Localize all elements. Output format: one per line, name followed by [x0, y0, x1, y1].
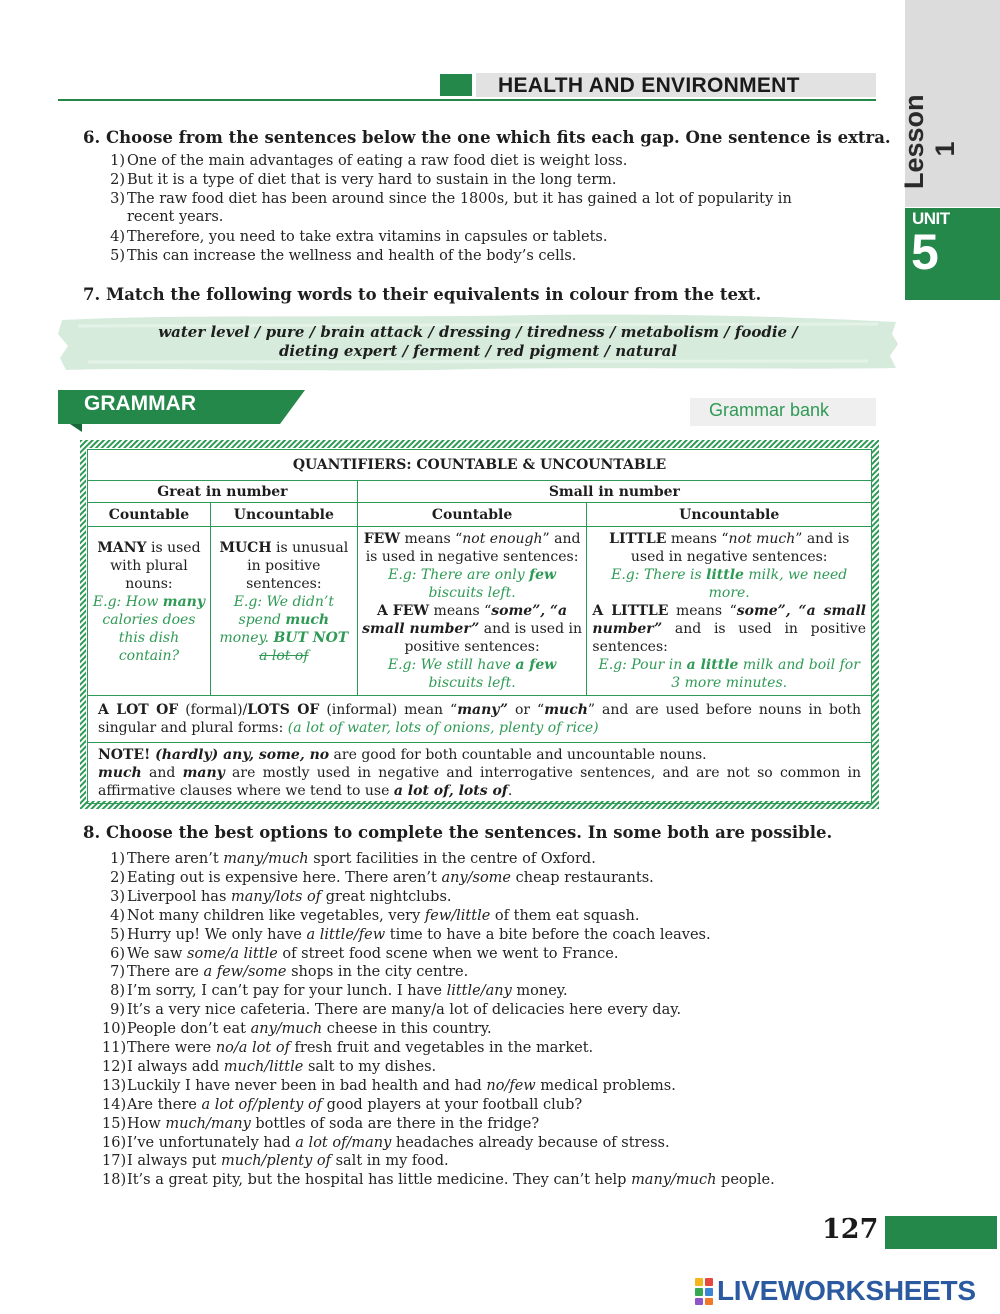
cell-note: NOTE! (hardly) any, some, no are good for both countable and uncountable nouns. much and many are mostly used in negative and interrogative sentences, and are not so common in affirmative clauses where we tend to use a lot of, lots of. — [88, 743, 872, 804]
ex6-title: 6. Choose from the sentences below the one which fits each gap. One sentence is extra. — [83, 128, 891, 147]
header-accent-block — [440, 74, 472, 96]
ex8-option[interactable]: a few/some — [203, 964, 287, 981]
header-uncountable: Uncountable — [210, 503, 357, 527]
liveworksheets-brand[interactable]: LIVEWORKSHEETS — [717, 1275, 976, 1306]
grammar-bank-link[interactable]: Grammar bank — [690, 398, 876, 426]
ex8-option[interactable]: much/many — [165, 1115, 251, 1132]
header-countable: Countable — [88, 503, 211, 527]
ex8-item: 6) We saw some/a little of street food scene when we went to France. — [110, 945, 619, 962]
ex6-item: 4) Therefore, you need to take extra vitamins in capsules or tablets. — [110, 229, 608, 245]
ex8-item: 8) I’m sorry, I can’t pay for your lunch. I have little/any money. — [110, 983, 568, 1000]
ex8-item: 4) Not many children like vegetables, very few/little of them eat squash. — [110, 907, 640, 924]
ex6-item: 2) But it is a type of diet that is very hard to sustain in the long term. — [110, 172, 617, 188]
ex6-item: 5) This can increase the wellness and health of the body’s cells. — [110, 248, 577, 264]
ex8-option[interactable]: some/a little — [187, 945, 278, 962]
quantifiers-table — [87, 449, 872, 804]
ex8-item: 11)There were no/a lot of fresh fruit and vegetables in the market. — [102, 1040, 594, 1056]
ex8-item: 14)Are there a lot of/plenty of good players at your football club? — [102, 1096, 583, 1113]
ex8-option[interactable]: a lot of/many — [295, 1134, 392, 1151]
ex8-option[interactable]: any/some — [441, 869, 512, 886]
ex8-item: 1) There aren’t many/much sport facilities in the centre of Oxford. — [110, 851, 596, 867]
cell-little: LITTLE means “not much” and is used in negative sentences: E.g: There is little milk, we need more. A LITTLE means “some”, “a small number” and is used in positive sentences: E.g: Pour in a little milk and boil for 3 more minutes. — [587, 527, 872, 696]
ex6-item-continuation: recent years. — [127, 209, 224, 225]
ex8-item: 10)People don’t eat any/much cheese in this country. — [102, 1021, 492, 1038]
table-title: QUANTIFIERS: COUNTABLE & UNCOUNTABLE — [88, 450, 872, 481]
ex8-option[interactable]: many/much — [631, 1172, 717, 1189]
ex8-option[interactable]: no/a lot of — [215, 1040, 290, 1056]
ex8-option[interactable]: many/much — [223, 851, 309, 867]
word-bank-line-2: dieting expert / ferment / red pigment / natural — [278, 342, 678, 360]
cell-much: MUCH is unusual in positive sentences: E.g: We didn’t spend much money. BUT NOT a lot of — [210, 527, 357, 696]
cell-a-lot-of: A LOT OF (formal)/LOTS OF (informal) mean “many” or “much” and are used before nouns in both singular and plural forms: (a lot of water, lots of onions, plenty of rice) — [88, 696, 872, 743]
ex6-item: 1) One of the main advantages of eating a raw food diet is weight loss. — [110, 153, 628, 169]
ex8-option[interactable]: no/few — [486, 1077, 536, 1094]
ex8-title: 8. Choose the best options to complete the sentences. In some both are possible. — [83, 823, 833, 842]
ex8-option[interactable]: much/little — [223, 1058, 304, 1075]
ex8-item: 18)It’s a great pity, but the hospital has little medicine. They can’t help many/much people. — [102, 1172, 775, 1189]
ex8-item: 3) Liverpool has many/lots of great nightclubs. — [110, 888, 452, 905]
ex8-option[interactable]: few/little — [424, 907, 491, 924]
header-small-in-number: Small in number — [357, 481, 871, 503]
ex8-item: 7) There are a few/some shops in the city centre. — [110, 964, 469, 981]
cell-few: FEW means “not enough” and is used in negative sentences: E.g: There are only few biscuits left. A FEW means “some”, “a small number” and is used in positive sentences: E.g: We still have a few biscuits left. — [357, 527, 587, 696]
ex8-option[interactable]: many/lots of — [231, 888, 322, 905]
ex8-option[interactable]: any/much — [250, 1021, 323, 1038]
ex8-item: 9) It’s a very nice cafeteria. There are many/a lot of delicacies here every day. — [110, 1002, 682, 1019]
section-title: HEALTH AND ENVIRONMENT — [498, 74, 800, 97]
header-countable: Countable — [357, 503, 587, 527]
ex8-item: 2) Eating out is expensive here. There aren’t any/some cheap restaurants. — [110, 869, 654, 886]
ex8-item: 12)I always add much/little salt to my dishes. — [102, 1058, 437, 1075]
word-bank-line-1: water level / pure / brain attack / dressing / tiredness / metabolism / foodie / — [158, 323, 798, 341]
ex8-option[interactable]: little/any — [446, 983, 512, 1000]
header-rule — [58, 99, 876, 101]
ex8-item: 15)How much/many bottles of soda are there in the fridge? — [102, 1115, 540, 1132]
unit-number: 5 — [911, 224, 939, 280]
ex8-option[interactable]: a lot of/plenty of — [201, 1096, 323, 1113]
unit-label: UNIT — [912, 209, 950, 228]
ex6-item: 3) The raw food diet has been around since the 1800s, but it has gained a lot of popularity in — [110, 191, 792, 207]
header-uncountable: Uncountable — [587, 503, 872, 527]
grammar-title: GRAMMAR — [84, 392, 196, 415]
page-number-bar — [885, 1216, 997, 1249]
ex8-item: 16)I’ve unfortunately had a lot of/many headaches already because of stress. — [102, 1134, 670, 1151]
ex8-item: 13)Luckily I have never been in bad health and had no/few medical problems. — [102, 1077, 676, 1094]
lesson-label: Lesson 1 — [899, 94, 960, 189]
ex8-option[interactable]: a little/few — [306, 926, 386, 943]
ex7-title: 7. Match the following words to their equivalents in colour from the text. — [83, 285, 762, 304]
header-great-in-number: Great in number — [88, 481, 358, 503]
ex8-option[interactable]: much/plenty of — [220, 1153, 331, 1170]
ex8-item: 5) Hurry up! We only have a little/few time to have a bite before the coach leaves. — [110, 926, 711, 943]
ex8-item: 17)I always put much/plenty of salt in my food. — [102, 1153, 449, 1170]
cell-many: MANY is used with plural nouns: E.g: How many calories does this dish contain? — [88, 527, 211, 696]
page-number: 127 — [822, 1214, 879, 1245]
liveworksheets-logo-icon — [694, 1276, 714, 1306]
